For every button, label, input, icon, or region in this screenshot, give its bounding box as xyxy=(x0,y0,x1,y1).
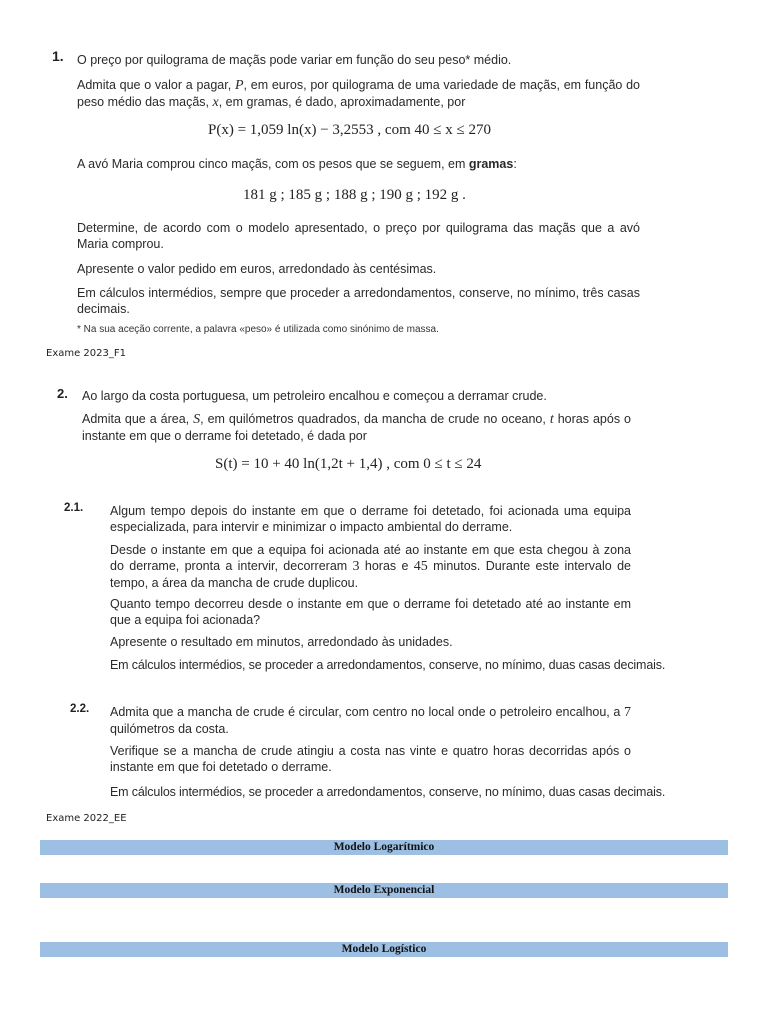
question-2-1-number: 2.1. xyxy=(64,502,84,514)
q21-p1: Algum tempo depois do instante em que o derrame foi detetado, foi acionada uma equipa especializada, para intervir e minimizar o impacto ambiental do derrame. xyxy=(110,504,631,534)
q2-admita-c: horas após o instante em que o derrame foi detetado, é dada por xyxy=(82,412,631,443)
var-x: x xyxy=(212,95,219,110)
value-3: 3 xyxy=(352,559,360,574)
q1-avo-bold: gramas xyxy=(468,157,514,171)
q22-p1-a: Admita que a mancha de crude é circular, com centro no local onde o petroleiro encalhou, a xyxy=(110,705,621,719)
exam-label-1: Exame 2023_F1 xyxy=(46,348,126,359)
q1-avo-a: A avó Maria comprou cinco maçãs, com os pesos que se seguem, em xyxy=(77,157,466,171)
q21-p2-b: horas e xyxy=(364,559,409,573)
q1-footnote: * Na sua aceção corrente, a palavra «peso» é utilizada como sinónimo de massa. xyxy=(77,324,439,335)
q22-p2: Verifique se a mancha de crude atingiu a costa nas vinte e quatro horas decorridas após o instante em que foi detetado o derrame. xyxy=(110,744,631,774)
q1-avo xyxy=(77,156,637,172)
var-s: S xyxy=(193,412,201,427)
var-t: t xyxy=(549,412,554,427)
q2-admita xyxy=(82,411,631,444)
q21-p2-c: minutos. Durante este intervalo de tempo, a área da mancha de crude duplicou. xyxy=(110,559,631,590)
var-p: P xyxy=(234,78,244,93)
q1-admita-a: Admita que o valor a pagar, xyxy=(77,78,232,92)
section-modelo-logaritmico: Modelo Logarítmico xyxy=(40,840,728,855)
q22-p1-b: quilómetros da costa. xyxy=(110,722,229,736)
q21-p5: Em cálculos intermédios, se proceder a arredondamentos, conserve, no mínimo, duas casas decimais. xyxy=(110,658,666,672)
q22-p1 xyxy=(110,704,631,737)
section-modelo-exponencial: Modelo Exponencial xyxy=(40,883,728,898)
q21-p3: Quanto tempo decorreu desde o instante em que o derrame foi detetado até ao instante em que a equipa foi acionada? xyxy=(110,597,631,627)
q1-apresente: Apresente o valor pedido em euros, arredondado às centésimas. xyxy=(77,262,437,276)
q2-formula: S(t) = 10 + 40 ln(1,2t + 1,4) , com 0 ≤ t ≤ 24 xyxy=(215,456,482,472)
question-1-number: 1. xyxy=(52,48,64,64)
value-45: 45 xyxy=(413,559,428,574)
question-2-2-number: 2.2. xyxy=(70,703,90,715)
q1-intro: O preço por quilograma de maçãs pode variar em função do seu peso* médio. xyxy=(77,53,512,67)
exam-label-2: Exame 2022_EE xyxy=(46,813,127,824)
q22-p3: Em cálculos intermédios, se proceder a arredondamentos, conserve, no mínimo, duas casas decimais. xyxy=(110,785,666,799)
question-2-number: 2. xyxy=(57,386,68,401)
q21-p2 xyxy=(110,542,631,591)
q1-weights: 181 g ; 185 g ; 188 g ; 190 g ; 192 g . xyxy=(243,187,466,203)
q2-admita-b: , em quilómetros quadrados, da mancha de crude no oceano, xyxy=(200,412,546,426)
section-modelo-logistico: Modelo Logístico xyxy=(40,942,728,957)
q1-calculos: Em cálculos intermédios, sempre que proceder a arredondamentos, conserve, no mínimo, três casas decimais. xyxy=(77,286,640,316)
q1-admita-c: , em gramas, é dado, aproximadamente, por xyxy=(218,95,466,109)
q2-admita-a: Admita que a área, xyxy=(82,412,190,426)
q21-p2-a: Desde o instante em que a equipa foi acionada até ao instante em que esta chegou à zona do derrame, pronta a intervir, decorreram xyxy=(110,543,631,573)
q1-admita xyxy=(77,77,640,111)
q21-p4: Apresente o resultado em minutos, arredondado às unidades. xyxy=(110,635,453,649)
q1-admita-b: , em euros, por quilograma de uma variedade de maçãs, em função do peso médio das maçãs, xyxy=(77,78,641,109)
q1-determine: Determine, de acordo com o modelo apresentado, o preço por quilograma das maçãs que a avó Maria comprou. xyxy=(77,221,640,251)
q1-formula: P(x) = 1,059 ln(x) − 3,2553 , com 40 ≤ x ≤ 270 xyxy=(208,122,491,138)
value-7: 7 xyxy=(623,705,631,720)
q2-intro: Ao largo da costa portuguesa, um petroleiro encalhou e começou a derramar crude. xyxy=(82,389,547,403)
q1-avo-c: : xyxy=(513,157,517,171)
